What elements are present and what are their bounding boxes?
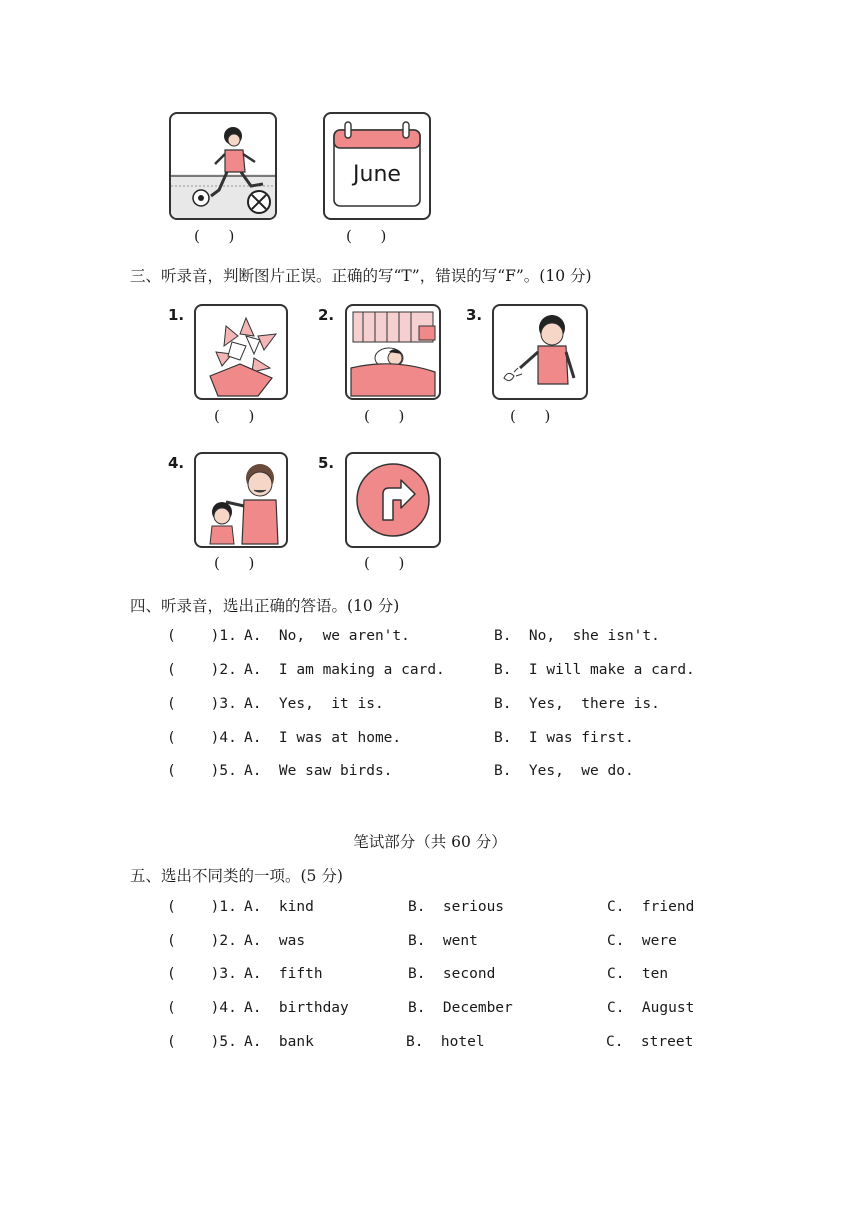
option-b: B. December [408, 1000, 513, 1016]
question-number: ( )1. [167, 628, 237, 644]
item-number: 1. [168, 306, 185, 324]
option-b: B. hotel [406, 1034, 485, 1050]
option-b: B. second [408, 966, 496, 982]
question-number: ( )2. [167, 933, 237, 949]
option-c: C. street [606, 1034, 694, 1050]
answer-paren: ( ) [214, 554, 255, 572]
boy-littering-picture [492, 304, 588, 400]
question-number: ( )1. [167, 899, 237, 915]
section-4-heading: 四、听录音，选出正确的答语。(10 分) [130, 597, 400, 615]
option-a: A. bank [244, 1034, 314, 1050]
answer-paren: ( ) [194, 227, 235, 245]
option-a: A. No, we aren't. [244, 628, 410, 644]
option-c: C. ten [607, 966, 669, 982]
item-number: 2. [318, 306, 335, 324]
question-number: ( )4. [167, 730, 237, 746]
option-a: A. kind [244, 899, 314, 915]
father-son-picture [194, 452, 288, 548]
option-c: C. August [607, 1000, 695, 1016]
option-a: A. was [244, 933, 306, 949]
soccer-boy-picture [169, 112, 277, 220]
option-a: A. I am making a card. [244, 662, 445, 678]
written-part-title: 笔试部分（共 60 分） [353, 833, 507, 851]
lily-flowers-picture [194, 304, 288, 400]
option-b: B. Yes, we do. [494, 763, 634, 779]
question-number: ( )5. [167, 763, 237, 779]
option-b: B. No, she isn't. [494, 628, 660, 644]
question-number: ( )3. [167, 696, 237, 712]
answer-paren: ( ) [346, 227, 387, 245]
answer-paren: ( ) [510, 407, 551, 425]
answer-paren: ( ) [214, 407, 255, 425]
answer-paren: ( ) [364, 554, 405, 572]
option-b: B. Yes, there is. [494, 696, 660, 712]
option-c: C. friend [607, 899, 695, 915]
calendar-picture [323, 112, 431, 220]
girl-sleeping-picture [345, 304, 441, 400]
question-number: ( )4. [167, 1000, 237, 1016]
item-number: 5. [318, 454, 335, 472]
option-b: B. serious [408, 899, 505, 915]
option-a: A. Yes, it is. [244, 696, 384, 712]
answer-paren: ( ) [364, 407, 405, 425]
option-b: B. I will make a card. [494, 662, 695, 678]
question-number: ( )2. [167, 662, 237, 678]
section-3-heading: 三、听录音，判断图片正误。正确的写“T”，错误的写“F”。(10 分) [130, 267, 592, 285]
option-a: A. I was at home. [244, 730, 402, 746]
question-number: ( )3. [167, 966, 237, 982]
option-a: A. We saw birds. [244, 763, 393, 779]
option-c: C. were [607, 933, 677, 949]
option-b: B. went [408, 933, 478, 949]
option-a: A. fifth [244, 966, 323, 982]
option-a: A. birthday [244, 1000, 349, 1016]
option-b: B. I was first. [494, 730, 634, 746]
calendar-month-label: June [353, 162, 401, 187]
item-number: 3. [466, 306, 483, 324]
question-number: ( )5. [167, 1034, 237, 1050]
section-5-heading: 五、选出不同类的一项。(5 分) [130, 867, 343, 885]
item-number: 4. [168, 454, 185, 472]
turn-right-sign-picture [345, 452, 441, 548]
